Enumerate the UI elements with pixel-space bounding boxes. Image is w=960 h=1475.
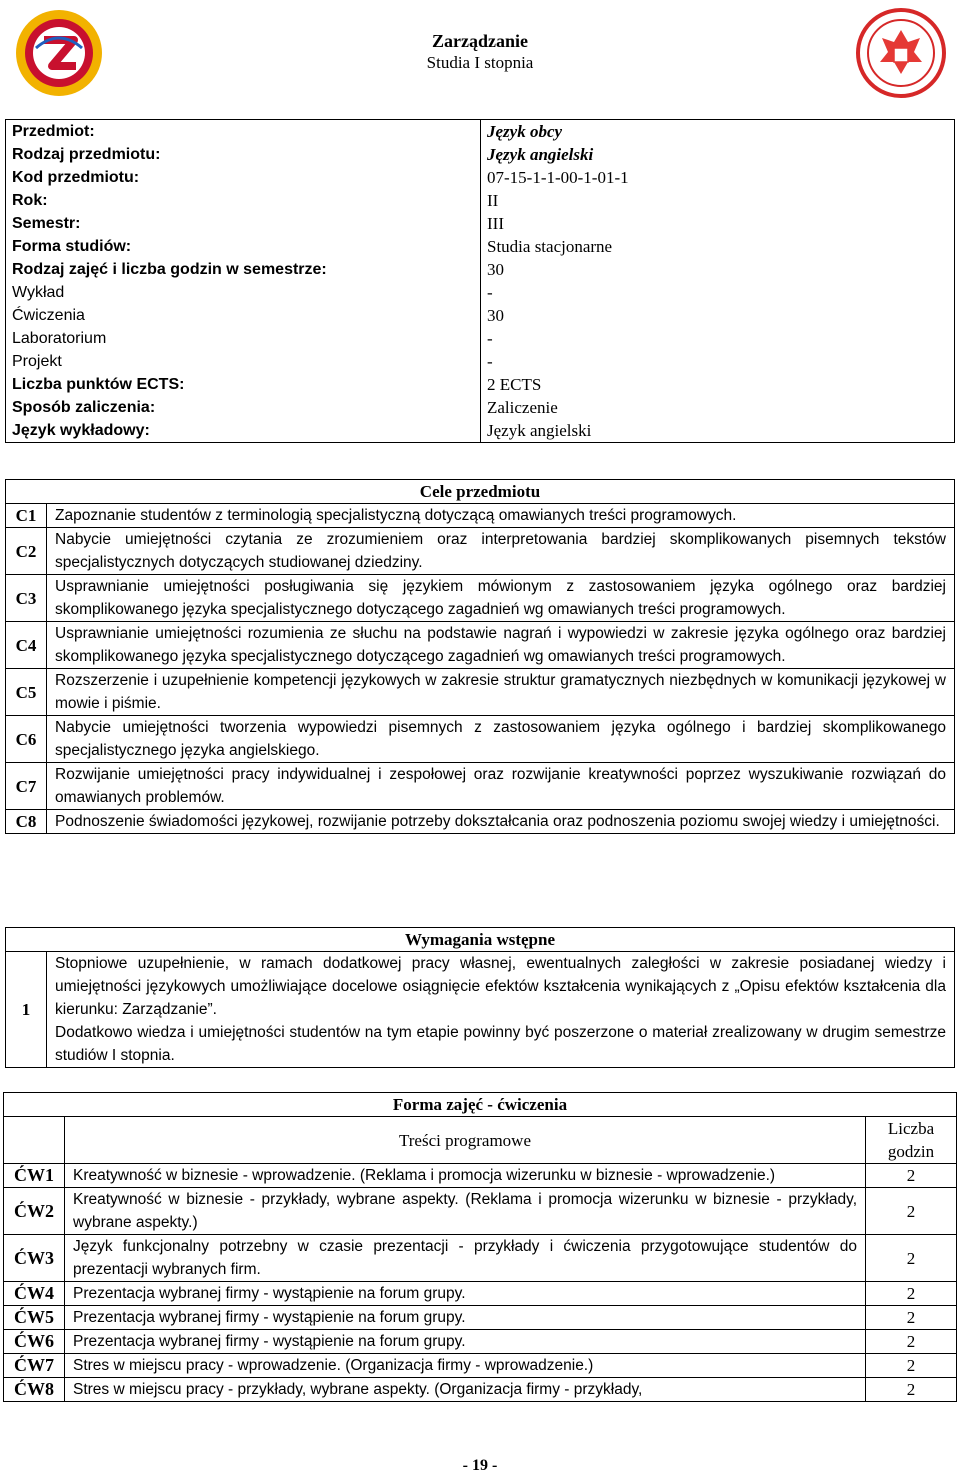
info-value: Język obcy (481, 120, 955, 144)
info-value: II (481, 189, 955, 212)
class-row (4, 1354, 957, 1378)
info-row (6, 419, 955, 443)
info-value: 30 (481, 304, 955, 327)
goal-row (6, 763, 955, 810)
goal-row (6, 622, 955, 669)
goal-code: C2 (6, 528, 47, 575)
requirement-text-2: Dodatkowo wiedza i umiejętności studentów na tym etapie powinny być poszerzone o materiał zrealizowany w drugim semestrze studiów I stopnia. (55, 1024, 946, 1064)
program-title: Zarządzanie (432, 31, 528, 51)
goals-table (5, 479, 955, 834)
goals-title: Cele przedmiotu (6, 480, 955, 504)
goal-row (6, 528, 955, 575)
page-number: - 19 - (462, 1457, 498, 1474)
goal-code: C5 (6, 669, 47, 716)
goal-row (6, 716, 955, 763)
class-code: ĆW2 (4, 1188, 65, 1235)
classes-title: Forma zajęć - ćwiczenia (4, 1093, 957, 1117)
goal-text: Rozwijanie umiejętności pracy indywidualnej i zespołowej oraz rozwijanie kreatywności poprzez wyszukiwanie rozwiązań do omawianych problemów. (47, 763, 955, 810)
info-value: Zaliczenie (481, 396, 955, 419)
requirement-row (6, 952, 955, 1068)
class-content: Prezentacja wybranej firmy - wystąpienie na forum grupy. (65, 1330, 866, 1354)
class-row (4, 1164, 957, 1188)
goal-code: C7 (6, 763, 47, 810)
class-content: Prezentacja wybranej firmy - wystąpienie na forum grupy. (65, 1282, 866, 1306)
goal-code: C1 (6, 504, 47, 528)
class-row (4, 1188, 957, 1235)
class-row (4, 1282, 957, 1306)
class-hours: 2 (866, 1235, 957, 1282)
info-value: Język angielski (481, 143, 955, 166)
requirement-text-1: Stopniowe uzupełnienie, w ramach dodatkowej pracy własnej, ewentualnych zaległości w zakresie posiadanej wiedzy i umiejętności językowych umożliwiające docelowe osiągnięcie efektów kształcenia wynikających z „Opisu efektów kształcenia dla kierunku: Zarządzanie”. (55, 955, 946, 1018)
classes-header-row (4, 1093, 957, 1117)
info-label: Rodzaj zajęć i liczba godzin w semestrze: (6, 258, 481, 281)
info-row (6, 327, 955, 350)
class-code: ĆW8 (4, 1378, 65, 1402)
class-code: ĆW3 (4, 1235, 65, 1282)
goal-text: Usprawnianie umiejętności rozumienia ze słuchu na podstawie nagrań i wypowiedzi w zakresie języka ogólnego oraz bardziej skomplikowanego języka specjalistycznego dotyczącego zagadnień wg omawianych treści programowych. (47, 622, 955, 669)
info-label: Ćwiczenia (6, 304, 481, 327)
info-value: 30 (481, 258, 955, 281)
info-label: Liczba punktów ECTS: (6, 373, 481, 396)
class-code: ĆW5 (4, 1306, 65, 1330)
class-code: ĆW7 (4, 1354, 65, 1378)
goal-code: C3 (6, 575, 47, 622)
requirements-table (5, 927, 955, 1068)
goal-text: Rozszerzenie i uzupełnienie kompetencji językowych w zakresie struktur gramatycznych niezbędnych w komunikacji językowej w mowie i piśmie. (47, 669, 955, 716)
goal-code: C8 (6, 810, 47, 834)
requirement-code: 1 (6, 952, 47, 1068)
class-hours: 2 (866, 1378, 957, 1402)
goal-code: C6 (6, 716, 47, 763)
info-row (6, 258, 955, 281)
university-logo (856, 8, 946, 98)
class-code: ĆW4 (4, 1282, 65, 1306)
class-hours: 2 (866, 1306, 957, 1330)
class-content: Kreatywność w biznesie - wprowadzenie. (Reklama i promocja wizerunku w biznesie - wprowadzenie.) (65, 1164, 866, 1188)
class-content: Kreatywność w biznesie - przykłady, wybrane aspekty. (Reklama i promocja wizerunku w biznesie - przykłady, wybrane aspekty.) (65, 1188, 866, 1235)
class-code: ĆW6 (4, 1330, 65, 1354)
info-row (6, 143, 955, 166)
class-hours: 2 (866, 1164, 957, 1188)
info-label: Język wykładowy: (6, 419, 481, 443)
info-label: Przedmiot: (6, 120, 481, 144)
hours-header: Liczba godzin (866, 1117, 957, 1164)
info-value: - (481, 350, 955, 373)
info-row (6, 304, 955, 327)
class-content: Stres w miejscu pracy - wprowadzenie. (Organizacja firmy - wprowadzenie.) (65, 1354, 866, 1378)
requirement-text (47, 952, 955, 1068)
info-label: Laboratorium (6, 327, 481, 350)
goal-text: Usprawnianie umiejętności posługiwania się językiem mówionym z zastosowaniem języka ogólnego oraz bardziej skomplikowanego języka specjalistycznego dotyczącego zagadnień wg omawianych treści programowych. (47, 575, 955, 622)
info-label: Rodzaj przedmiotu: (6, 143, 481, 166)
class-content: Stres w miejscu pracy - przykłady, wybrane aspekty. (Organizacja firmy - przykłady, (65, 1378, 866, 1402)
info-value: Studia stacjonarne (481, 235, 955, 258)
info-label: Kod przedmiotu: (6, 166, 481, 189)
info-row (6, 189, 955, 212)
goal-row (6, 810, 955, 834)
info-label: Semestr: (6, 212, 481, 235)
info-label: Sposób zaliczenia: (6, 396, 481, 419)
goal-text: Nabycie umiejętności tworzenia wypowiedzi pisemnych z zastosowaniem języka ogólnego i bardziej skomplikowanego specjalistycznego języka angielskiego. (47, 716, 955, 763)
class-hours: 2 (866, 1188, 957, 1235)
goal-text: Podnoszenie świadomości językowej, rozwijanie potrzeby dokształcania oraz podnoszenia poziomu swojej wiedzy i umiejętności. (47, 810, 955, 834)
goal-text: Nabycie umiejętności czytania ze zrozumieniem oraz interpretowania bardziej skomplikowanych pisemnych tekstów specjalistycznych dotyczących studiowanej dziedziny. (47, 528, 955, 575)
content-header: Treści programowe (65, 1117, 866, 1164)
code-header-cell (4, 1117, 65, 1164)
goal-row (6, 669, 955, 716)
document-header (300, 30, 660, 74)
info-value: - (481, 327, 955, 350)
classes-table (3, 1092, 957, 1402)
class-hours: 2 (866, 1282, 957, 1306)
class-content: Prezentacja wybranej firmy - wystąpienie na forum grupy. (65, 1306, 866, 1330)
program-subtitle: Studia I stopnia (426, 53, 534, 72)
info-row (6, 212, 955, 235)
info-value: Język angielski (481, 419, 955, 443)
info-label: Wykład (6, 281, 481, 304)
info-label: Projekt (6, 350, 481, 373)
goals-header-row (6, 480, 955, 504)
class-row (4, 1235, 957, 1282)
info-row (6, 373, 955, 396)
goal-text: Zapoznanie studentów z terminologią specjalistyczną dotyczącą omawianych treści programowych. (47, 504, 955, 528)
info-value: - (481, 281, 955, 304)
classes-subheader-row (4, 1117, 957, 1164)
info-label: Forma studiów: (6, 235, 481, 258)
faculty-logo (14, 8, 104, 98)
info-row (6, 120, 955, 144)
requirements-title: Wymagania wstępne (6, 928, 955, 952)
course-info-table (5, 119, 955, 443)
requirements-header-row (6, 928, 955, 952)
info-value: III (481, 212, 955, 235)
info-row (6, 350, 955, 373)
goal-row (6, 575, 955, 622)
class-row (4, 1378, 957, 1402)
class-hours: 2 (866, 1354, 957, 1378)
class-hours: 2 (866, 1330, 957, 1354)
class-row (4, 1330, 957, 1354)
goal-code: C4 (6, 622, 47, 669)
info-label: Rok: (6, 189, 481, 212)
info-value: 2 ECTS (481, 373, 955, 396)
goal-row (6, 504, 955, 528)
class-content: Język funkcjonalny potrzebny w czasie prezentacji - przykłady i ćwiczenia przygotowujące studentów do prezentacji wybranych firm. (65, 1235, 866, 1282)
info-row (6, 166, 955, 189)
info-row (6, 281, 955, 304)
info-value: 07-15-1-1-00-1-01-1 (481, 166, 955, 189)
class-row (4, 1306, 957, 1330)
class-code: ĆW1 (4, 1164, 65, 1188)
info-row (6, 235, 955, 258)
info-row (6, 396, 955, 419)
